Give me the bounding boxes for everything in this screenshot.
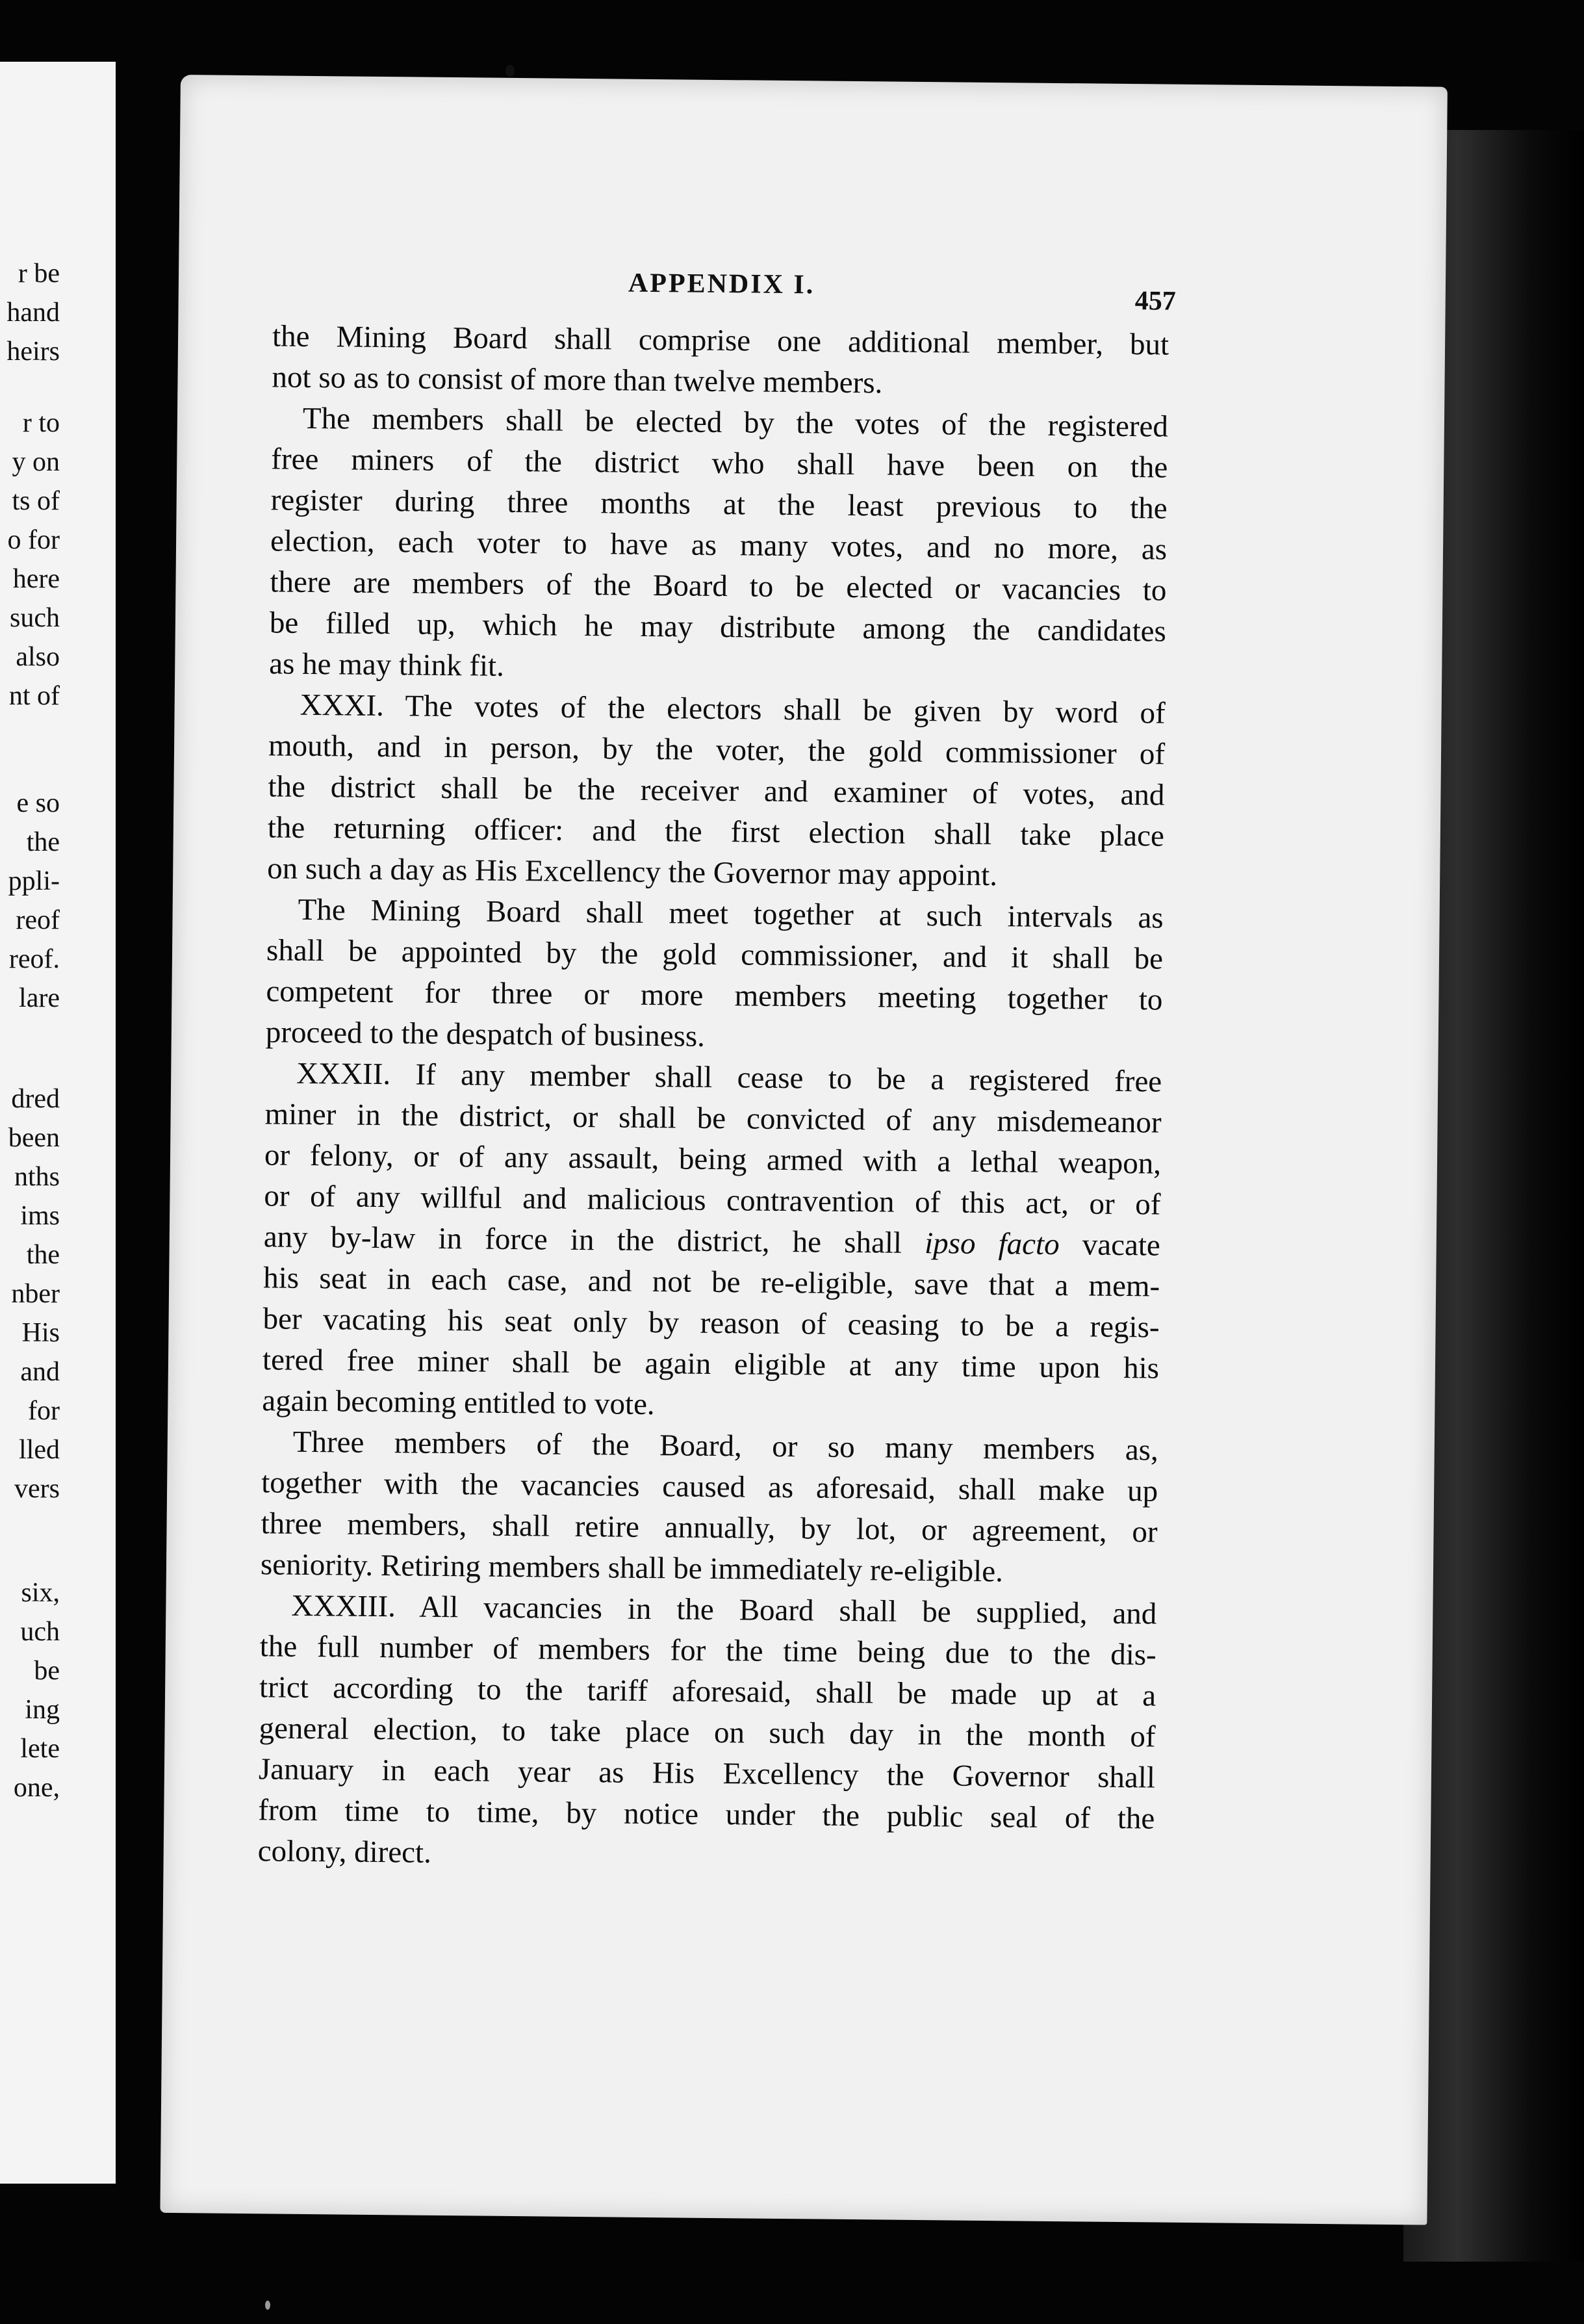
text-line: miner in the district, or shall be convicted of any misdemeanor <box>264 1097 1162 1140</box>
binding-hole <box>505 65 515 77</box>
left-page-text-fragment: nths <box>14 1162 60 1192</box>
text-line: general election, to take place on such day in the month of <box>259 1711 1156 1754</box>
left-page-fragment <box>0 62 116 2184</box>
body-text <box>257 316 1169 1880</box>
text-line: or felony, or of any assault, being armed with a lethal weapon, <box>264 1138 1162 1181</box>
text-line: ber vacating his seat only by reason of ceasing to be a regis- <box>262 1302 1160 1345</box>
text-line: shall be appointed by the gold commissioner, and it shall be <box>266 933 1164 976</box>
left-page-text-fragment: lete <box>20 1734 60 1764</box>
running-head: APPENDIX I. <box>628 268 815 300</box>
left-page-text-fragment: be <box>34 1656 60 1686</box>
left-page-text-fragment: ims <box>20 1201 60 1231</box>
left-page-text-fragment: lled <box>19 1435 60 1465</box>
speck <box>265 2301 270 2310</box>
left-page-text-fragment: o for <box>7 525 60 555</box>
left-page-text-fragment: the <box>26 827 60 857</box>
left-page-text-fragment: nt of <box>8 681 60 711</box>
text-line: as he may think fit. <box>269 647 505 683</box>
page-number: 457 <box>1134 286 1176 316</box>
text-line: The Mining Board shall meet together at such intervals as <box>298 892 1164 935</box>
text-line: the returning officer: and the first election shall take place <box>267 810 1165 853</box>
left-page-text-fragment: e so <box>16 788 60 818</box>
text-line: on such a day as His Excellency the Governor may appoint. <box>267 851 998 893</box>
left-page-text-fragment: six, <box>21 1578 60 1608</box>
text-line: from time to time, by notice under the public seal of the <box>258 1793 1155 1836</box>
text-line: The members shall be elected by the votes of the registered <box>302 401 1169 444</box>
text-line: there are members of the Board to be elected or vacancies to <box>270 565 1167 608</box>
text-line: together with the vacancies caused as aforesaid, shall make up <box>261 1465 1158 1508</box>
left-page-text-fragment: reof <box>16 905 60 935</box>
left-page-text-fragment: ing <box>25 1695 60 1725</box>
text-line: colony, direct. <box>257 1834 432 1870</box>
left-page-text-fragment: one, <box>13 1773 60 1803</box>
left-page-text-fragment: uch <box>20 1617 60 1647</box>
text-line: again becoming entitled to vote. <box>262 1384 655 1422</box>
left-page-text-fragment: here <box>12 564 60 594</box>
left-page-text-fragment: dred <box>11 1084 60 1114</box>
text-line: his seat in each case, and not be re-eligible, save that a mem- <box>262 1261 1160 1304</box>
page <box>160 75 1447 2225</box>
text-line: January in each year as His Excellency the Governor shall <box>258 1752 1156 1795</box>
text-line: XXXII. If any member shall cease to be a registered free <box>296 1056 1162 1099</box>
text-line: seniority. Retiring members shall be immediately re-eligible. <box>260 1547 1004 1589</box>
text-line: election, each voter to have as many votes, and no more, as <box>270 524 1168 567</box>
left-page-text-fragment: also <box>16 642 60 672</box>
text-line: be filled up, which he may distribute among the candidates <box>269 606 1167 649</box>
left-page-text-fragment: y on <box>12 447 60 477</box>
text-line: trict according to the tariff aforesaid, shall be made up at a <box>259 1670 1156 1713</box>
left-page-text-fragment: the <box>26 1240 60 1270</box>
text-line: the full number of members for the time being due to the dis- <box>259 1629 1156 1672</box>
text-line: proceed to the despatch of business. <box>265 1015 706 1053</box>
left-page-text-fragment: reof. <box>8 944 60 974</box>
text-line: mouth, and in person, by the voter, the gold commissioner of <box>268 729 1166 771</box>
text-line: the district shall be the receiver and examiner of votes, and <box>268 769 1165 812</box>
text-line: XXXIII. All vacancies in the Board shall be supplied, and <box>291 1588 1157 1631</box>
text-line: free miners of the district who shall have been on the <box>271 442 1168 485</box>
text-line: or of any willful and malicious contravention of this act, or of <box>264 1179 1161 1222</box>
left-page-text-fragment: lare <box>19 983 60 1013</box>
text-line: XXXI. The votes of the electors shall be given by word of <box>300 688 1166 730</box>
text-line: the Mining Board shall comprise one additional member, but <box>272 319 1169 362</box>
left-page-text-fragment: hand <box>6 298 60 328</box>
text-line: not so as to consist of more than twelve members. <box>272 360 883 400</box>
left-page-text-fragment: and <box>20 1357 60 1387</box>
left-page-text-fragment: vers <box>14 1474 60 1504</box>
left-page-text-fragment: His <box>21 1318 60 1348</box>
left-page-text-fragment: nber <box>11 1279 60 1309</box>
text-line: three members, shall retire annually, by lot, or agreement, or <box>261 1506 1158 1549</box>
left-page-text-fragment: been <box>8 1123 60 1153</box>
left-page-text-fragment: ppli- <box>8 866 60 896</box>
left-page-text-fragment: such <box>10 603 60 633</box>
left-page-text-fragment: r be <box>18 259 60 289</box>
left-page-text-fragment: ts of <box>12 486 60 516</box>
text-line: register during three months at the least previous to the <box>270 483 1168 526</box>
text-line: tered free miner shall be again eligible at any time upon his <box>262 1343 1160 1386</box>
text-line: Three members of the Board, or so many members as, <box>292 1425 1159 1467</box>
left-page-text-fragment: for <box>28 1396 60 1426</box>
text-line: competent for three or more members meeting together to <box>266 974 1163 1017</box>
left-page-text-fragment: heirs <box>6 337 60 367</box>
text-line: any by-law in force in the district, he shall ipso facto vacate <box>263 1220 1161 1263</box>
left-page-text-fragment: r to <box>22 408 60 438</box>
